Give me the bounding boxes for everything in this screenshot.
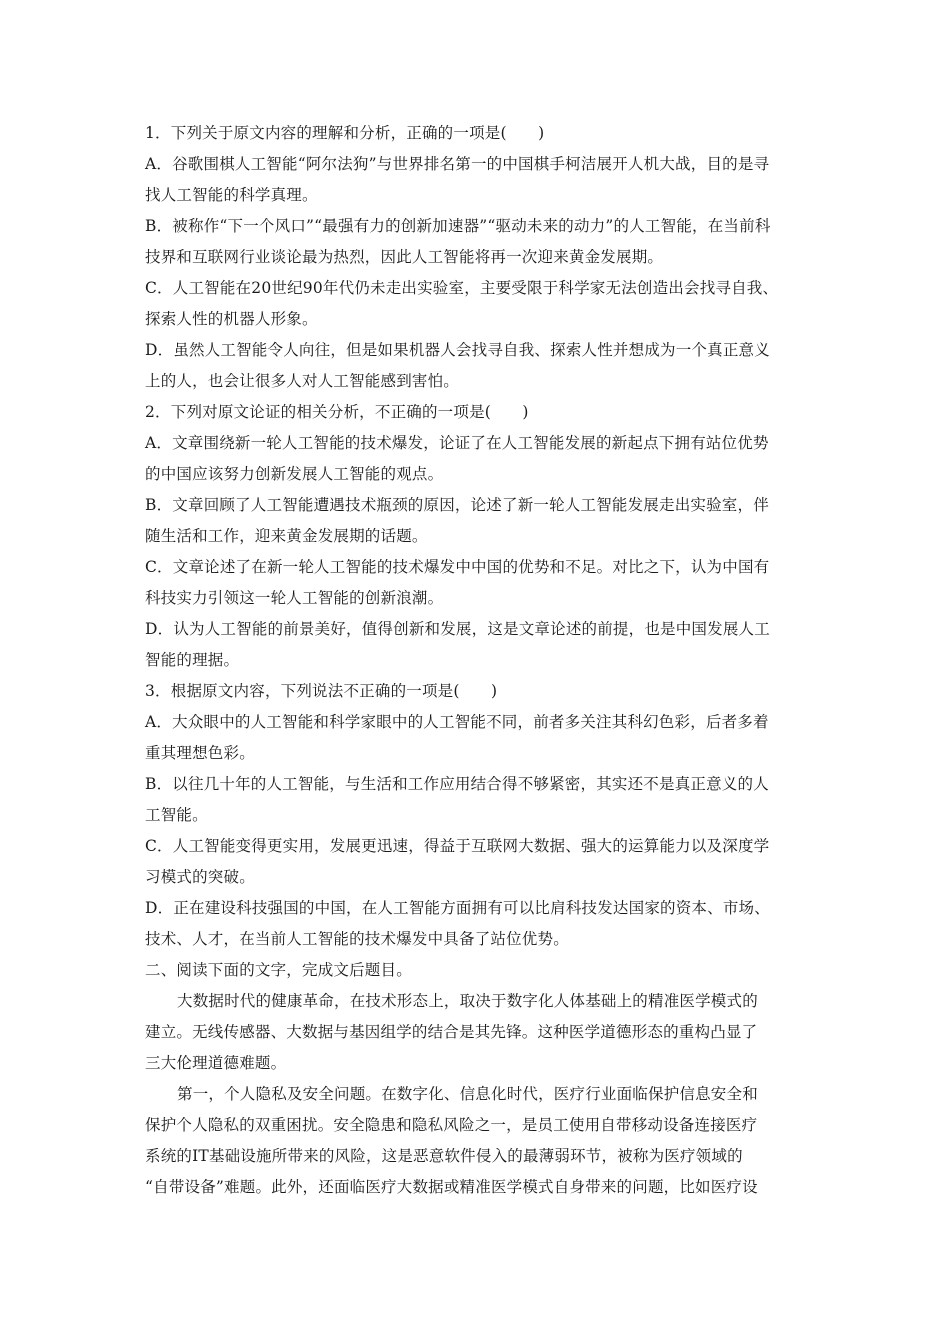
option-line: B．文章回顾了人工智能遭遇技术瓶颈的原因，论述了新一轮人工智能发展走出实验室，伴	[145, 496, 769, 514]
paragraph-line: 第一，个人隐私及安全问题。在数字化、信息化时代，医疗行业面临保护信息安全和	[177, 1085, 758, 1103]
section-heading: 二、阅读下面的文字，完成文后题目。	[145, 961, 412, 979]
option-line: 科技实力引领这一轮人工智能的创新浪潮。	[145, 589, 444, 607]
option-line: D．虽然人工智能令人向往，但是如果机器人会找寻自我、探索人性并想成为一个真正意义	[145, 341, 770, 359]
option-a	[145, 707, 810, 769]
question-3	[145, 676, 810, 955]
option-b	[145, 769, 810, 831]
option-b	[145, 211, 810, 273]
question-stem: 1．下列关于原文内容的理解和分析，正确的一项是( )	[145, 124, 545, 142]
option-line: 智能的理据。	[145, 651, 240, 669]
option-c	[145, 273, 810, 335]
option-d	[145, 335, 810, 397]
question-1	[145, 118, 810, 397]
document-page	[145, 118, 810, 1203]
paragraph-line: 大数据时代的健康革命，在技术形态上，取决于数字化人体基础上的精准医学模式的	[177, 992, 758, 1010]
paragraph-line: 三大伦理道德难题。	[145, 1054, 287, 1072]
option-line: 上的人，也会让很多人对人工智能感到害怕。	[145, 372, 460, 390]
option-c	[145, 831, 810, 893]
option-line: 技术、人才，在当前人工智能的技术爆发中具备了站位优势。	[145, 930, 569, 948]
option-line: 的中国应该努力创新发展人工智能的观点。	[145, 465, 444, 483]
option-line: A．大众眼中的人工智能和科学家眼中的人工智能不同，前者多关注其科幻色彩，后者多着	[145, 713, 769, 731]
option-line: C．文章论述了在新一轮人工智能的技术爆发中中国的优势和不足。对比之下，认为中国有	[145, 558, 770, 576]
paragraph-line: 建立。无线传感器、大数据与基因组学的结合是其先锋。这种医学道德形态的重构凸显了	[145, 1023, 758, 1041]
option-line: 探索人性的机器人形象。	[145, 310, 318, 328]
option-line: 随生活和工作，迎来黄金发展期的话题。	[145, 527, 428, 545]
question-stem: 3．根据原文内容，下列说法不正确的一项是( )	[145, 682, 498, 700]
option-line: 技界和互联网行业谈论最为热烈，因此人工智能将再一次迎来黄金发展期。	[145, 248, 664, 266]
option-line: 工智能。	[145, 806, 208, 824]
option-line: B．被称作“下一个风口”“最强有力的创新加速器”“驱动未来的动力”的人工智能，在当前科	[145, 217, 771, 235]
question-2	[145, 397, 810, 676]
option-line: C．人工智能变得更实用，发展更迅速，得益于互联网大数据、强大的运算能力以及深度学	[145, 837, 770, 855]
option-line: D．正在建设科技强国的中国，在人工智能方面拥有可以比肩科技发达国家的资本、市场、	[145, 899, 770, 917]
option-line: A．文章围绕新一轮人工智能的技术爆发，论证了在人工智能发展的新起点下拥有站位优势	[145, 434, 769, 452]
option-line: C．人工智能在20世纪90年代仍未走出实验室，主要受限于科学家无法创造出会找寻自我、	[145, 279, 779, 297]
paragraph-line: 保护个人隐私的双重困扰。安全隐患和隐私风险之一，是员工使用自带移动设备连接医疗	[145, 1116, 758, 1134]
question-stem: 2．下列对原文论证的相关分析，不正确的一项是( )	[145, 403, 529, 421]
option-line: A．谷歌围棋人工智能“阿尔法狗”与世界排名第一的中国棋手柯洁展开人机大战，目的是寻	[145, 155, 770, 173]
option-a	[145, 428, 810, 490]
paragraph-line: “自带设备”难题。此外，还面临医疗大数据或精准医学模式自身带来的问题，比如医疗设	[145, 1178, 758, 1196]
passage-paragraph-1	[145, 986, 810, 1079]
option-line: D．认为人工智能的前景美好，值得创新和发展，这是文章论述的前提，也是中国发展人工	[145, 620, 770, 638]
option-c	[145, 552, 810, 614]
option-line: 找人工智能的科学真理。	[145, 186, 318, 204]
option-b	[145, 490, 810, 552]
option-line: B．以往几十年的人工智能，与生活和工作应用结合得不够紧密，其实还不是真正意义的人	[145, 775, 769, 793]
passage-paragraph-2	[145, 1079, 810, 1203]
option-line: 重其理想色彩。	[145, 744, 255, 762]
option-line: 习模式的突破。	[145, 868, 255, 886]
option-a	[145, 149, 810, 211]
option-d	[145, 893, 810, 955]
paragraph-line: 系统的IT基础设施所带来的风险，这是恶意软件侵入的最薄弱环节，被称为医疗领域的	[145, 1147, 743, 1165]
option-d	[145, 614, 810, 676]
